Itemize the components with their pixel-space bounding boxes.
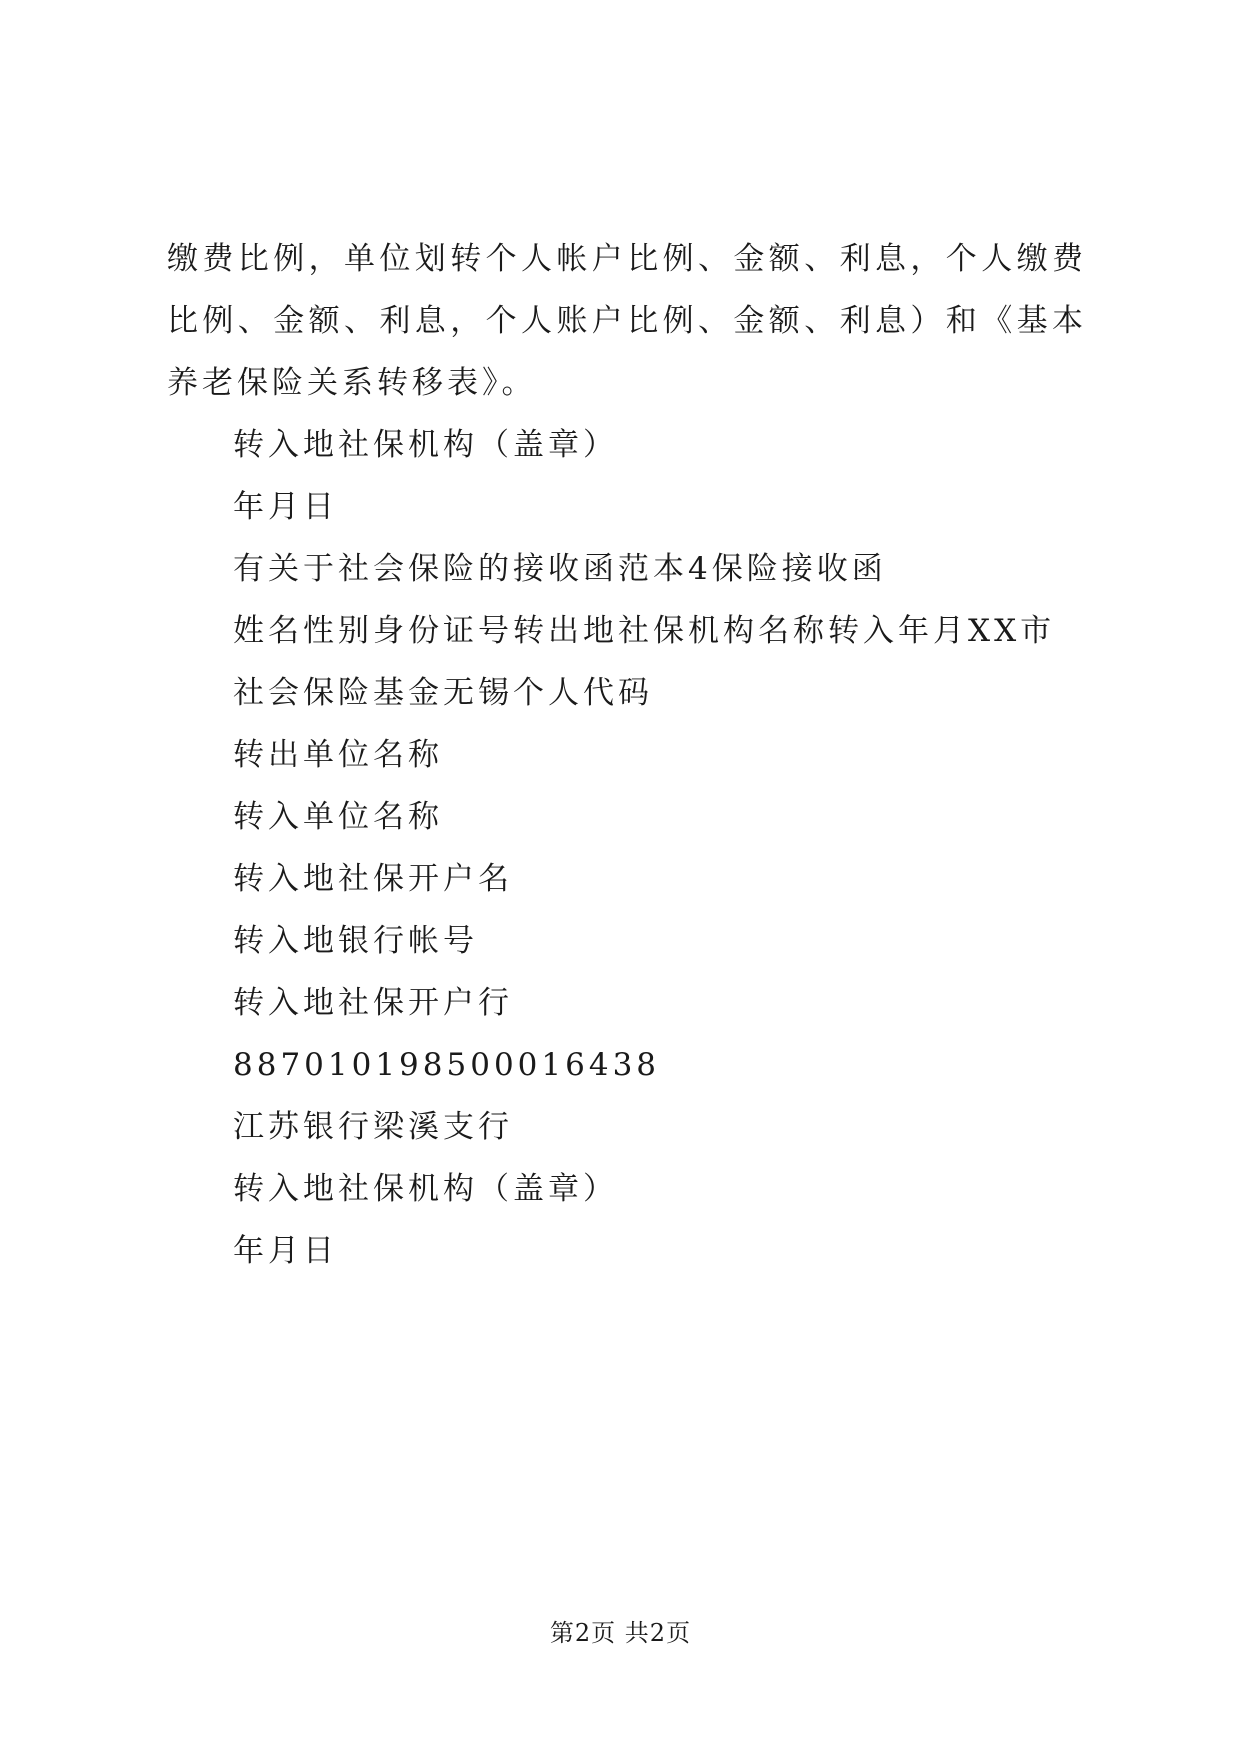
paragraph-transfer-out-unit: 转出单位名称	[233, 737, 443, 773]
paragraph-account-number: 887010198500016438	[233, 1047, 661, 1083]
paragraph-date-line-2: 年月日	[233, 1233, 338, 1269]
paragraph-stamp-line: 转入地社保机构（盖章）	[233, 427, 618, 463]
paragraph-contribution-details: 缴费比例，单位划转个人帐户比例、金额、利息，个人缴费比例、金额、利息，个人账户比例、金额、利息）和《基本养老保险关系转移表》。	[167, 241, 1087, 401]
paragraph-section-title: 有关于社会保险的接收函范本4保险接收函	[233, 551, 887, 587]
paragraph-account-name: 转入地社保开户名	[233, 861, 513, 897]
paragraph-opening-bank: 转入地社保开户行	[233, 985, 513, 1021]
paragraph-date-line: 年月日	[233, 489, 338, 525]
page-footer: 第2页 共2页	[549, 1619, 692, 1647]
paragraph-bank-branch: 江苏银行梁溪支行	[233, 1109, 513, 1145]
paragraph-transfer-in-unit: 转入单位名称	[233, 799, 443, 835]
document-body	[167, 228, 1087, 1282]
paragraph-bank-account: 转入地银行帐号	[233, 923, 478, 959]
paragraph-stamp-line-2: 转入地社保机构（盖章）	[233, 1171, 618, 1207]
paragraph-form-fields: 姓名性别身份证号转出地社保机构名称转入年月XX市社会保险基金无锡个人代码	[233, 613, 1056, 711]
